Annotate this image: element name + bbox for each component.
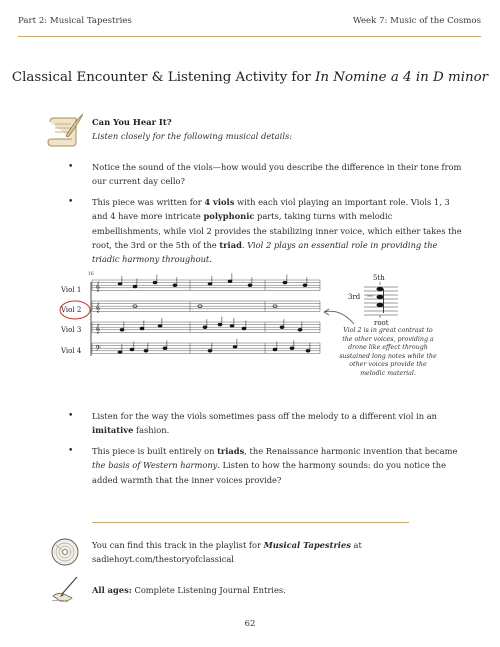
bullet-imitative: • Listen for the way the viols sometimes pass off the melody to a different viol in an imitative fashion. xyxy=(92,409,462,438)
scroll-quill-icon xyxy=(46,112,84,152)
viol-2-caption: Viol 2 is in great contrast to the other voices, providing a drone like effect through sustained long notes while the other voices provide the melodic material. xyxy=(339,327,437,377)
chord-fifth-label: 5th xyxy=(373,274,385,282)
score-excerpt xyxy=(60,266,330,366)
viol-3-label: Viol 3 xyxy=(61,326,82,334)
running-header-part: Part 2: Musical Tapestries xyxy=(18,16,132,26)
playlist-url: sadiehoyt.com/thestoryofclassical xyxy=(92,554,234,564)
cd-disc-icon xyxy=(50,537,80,567)
chord-root-label: root xyxy=(374,319,389,327)
measure-number: 16 xyxy=(88,272,94,277)
chord-third-label: 3rd xyxy=(348,293,361,301)
title-work: In Nomine a 4 in D minor xyxy=(315,70,489,85)
title-main: Classical Encounter & Listening Activity for xyxy=(11,70,316,85)
triad-chord-diagram xyxy=(350,270,420,332)
viol-4-label: Viol 4 xyxy=(61,347,82,355)
page-title xyxy=(0,70,500,85)
svg-text:𝄢: 𝄢 xyxy=(95,345,101,355)
viol-1-label: Viol 1 xyxy=(61,286,82,294)
footer-divider xyxy=(92,522,409,523)
playlist-note: You can find this track in the playlist for Musical Tapestries at xyxy=(92,540,362,550)
bullet-four-viols: • This piece was written for 4 viols with each viol playing an important role. Viols 1, 3 and 4 have more intricate polyphonic parts, taking turns with melodic embellishments, while viol 2 provides the stabilizing inner voice, which either takes the root, the 3rd or the 5th of the triad. Viol 2 plays an essential role in providing the triadic harmony throughout. xyxy=(92,195,462,266)
running-header-week: Week 7: Music of the Cosmos xyxy=(352,16,481,26)
bullet-triads: • This piece is built entirely on triads, the Renaissance harmonic invention that became the basis of Western harmony. Listen to how the harmony sounds: do you notice the added warmth that the inner voices provide? xyxy=(92,444,462,487)
svg-text:𝄞: 𝄞 xyxy=(95,303,101,313)
intro-question: Can You Hear It? xyxy=(92,117,172,127)
viol-2-label: Viol 2 xyxy=(61,306,82,314)
svg-text:𝄞: 𝄞 xyxy=(95,282,101,292)
annotation-arrow xyxy=(318,300,358,330)
svg-text:𝄞: 𝄞 xyxy=(95,324,101,334)
page-number: 62 xyxy=(244,619,256,629)
hand-writing-icon xyxy=(50,574,80,604)
header-divider xyxy=(18,36,481,37)
bullet-viol-tone: • Notice the sound of the viols—how would you describe the difference in their tone from our current day cello? xyxy=(92,160,462,189)
intro-subtitle: Listen closely for the following musical details: xyxy=(92,131,293,141)
all-ages-note: All ages: Complete Listening Journal Entries. xyxy=(92,585,286,595)
